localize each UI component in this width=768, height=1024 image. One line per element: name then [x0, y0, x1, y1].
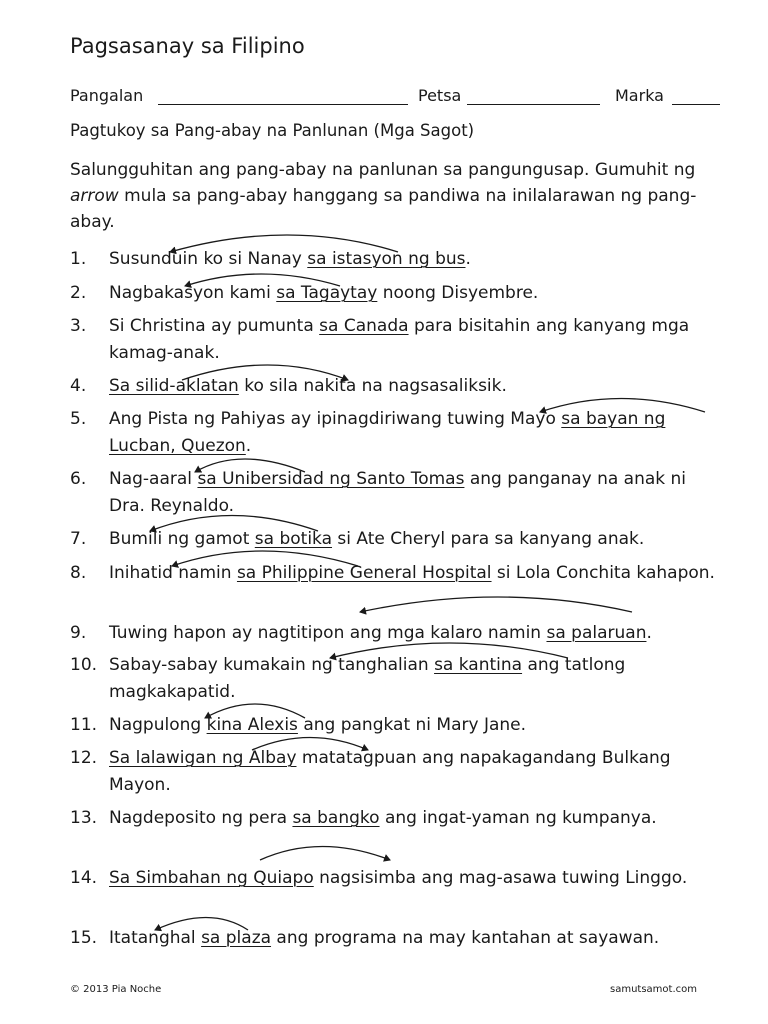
adverb-of-place: Sa Simbahan ng Quiapo: [109, 868, 314, 888]
item-sentence: Susunduin ko si Nanay sa istasyon ng bus.: [109, 249, 471, 269]
item-sentence: Sabay-sabay kumakain ng tanghalian sa kantina ang tatlong magkakapatid.: [109, 655, 626, 702]
item-sentence: Nagpulong kina Alexis ang pangkat ni Mary Jane.: [109, 715, 527, 735]
item-number: 5.: [70, 409, 87, 429]
item-number: 3.: [70, 316, 87, 336]
site-name: samutsamot.com: [610, 984, 697, 995]
date-blank: [467, 104, 600, 105]
adverb-of-place: sa botika: [254, 529, 333, 549]
item-number: 11.: [70, 715, 98, 735]
adverb-of-place: sa Unibersidad ng Santo Tomas: [197, 469, 465, 489]
adverb-of-place: sa istasyon ng bus: [307, 249, 466, 269]
worksheet-title: Pagsasanay sa Filipino: [70, 34, 305, 58]
item-sentence: Bumili ng gamot sa botika si Ate Cheryl para sa kanyang anak.: [109, 529, 645, 549]
score-label: Marka: [615, 86, 664, 105]
item-number: 4.: [70, 376, 87, 396]
adverb-of-place: kina Alexis: [206, 715, 298, 735]
item-sentence: Sa lalawigan ng Albay matatagpuan ang napakagandang Bulkang Mayon.: [109, 748, 671, 795]
item-sentence: Sa silid-aklatan ko sila nakita na nagsasaliksik.: [109, 376, 507, 396]
adverb-of-place: sa Tagaytay: [276, 283, 378, 303]
item-number: 1.: [70, 249, 87, 269]
adverb-of-place: Sa silid-aklatan: [109, 376, 239, 396]
item-number: 9.: [70, 623, 87, 643]
item-sentence: Nagbakasyon kami sa Tagaytay noong Disyembre.: [109, 283, 539, 303]
item-number: 12.: [70, 748, 98, 768]
adverb-of-place: sa Philippine General Hospital: [236, 563, 492, 583]
item-number: 10.: [70, 655, 98, 675]
adverb-of-place: sa plaza: [201, 928, 272, 948]
item-number: 2.: [70, 283, 87, 303]
item-number: 8.: [70, 563, 87, 583]
item-sentence: Nagdeposito ng pera sa bangko ang ingat-yaman ng kumpanya.: [109, 808, 657, 828]
adverb-of-place: sa bangko: [292, 808, 380, 828]
adverb-of-place: sa palaruan: [546, 623, 647, 643]
item-sentence: Itatanghal sa plaza ang programa na may kantahan at sayawan.: [109, 928, 660, 948]
item-sentence: Tuwing hapon ay nagtitipon ang mga kalaro namin sa palaruan.: [109, 623, 652, 643]
item-number: 15.: [70, 928, 98, 948]
item-sentence: Sa Simbahan ng Quiapo nagsisimba ang mag-asawa tuwing Linggo.: [109, 868, 688, 888]
item-number: 6.: [70, 469, 87, 489]
item-number: 7.: [70, 529, 87, 549]
score-blank: [672, 104, 720, 105]
instructions: Salungguhitan ang pang-abay na panlunan sa pangungusap. Gumuhit ng arrow mula sa pang-abay hanggang sa pandiwa na inilalarawan ng pang-abay.: [70, 160, 697, 232]
instructions-emphasis: arrow: [70, 186, 119, 206]
copyright-text: © 2013 Pia Noche: [70, 984, 162, 995]
item-number: 13.: [70, 808, 98, 828]
item-sentence: Ang Pista ng Pahiyas ay ipinagdiriwang tuwing Mayo sa bayan ng Lucban, Quezon.: [109, 409, 666, 456]
item-sentence: Si Christina ay pumunta sa Canada para bisitahin ang kanyang mga kamag-anak.: [109, 316, 690, 363]
date-label: Petsa: [418, 86, 462, 105]
arrow-item-9: [360, 597, 632, 612]
adverb-of-place: Sa lalawigan ng Albay: [109, 748, 297, 768]
section-subtitle: Pagtukoy sa Pang-abay na Panlunan (Mga Sagot): [70, 121, 475, 140]
adverb-of-place: sa kantina: [434, 655, 523, 675]
adverb-of-place: sa Canada: [319, 316, 409, 336]
item-sentence: Nag-aaral sa Unibersidad ng Santo Tomas ang panganay na anak ni Dra. Reynaldo.: [109, 469, 687, 516]
name-blank: [158, 104, 408, 105]
arrow-item-14: [260, 847, 390, 861]
item-sentence: Inihatid namin sa Philippine General Hospital si Lola Conchita kahapon.: [109, 563, 715, 583]
adverb-of-place: sa bayan ng Lucban, Quezon: [109, 409, 666, 456]
student-info-fields: [70, 86, 720, 108]
name-label: Pangalan: [70, 86, 144, 105]
item-number: 14.: [70, 868, 98, 888]
